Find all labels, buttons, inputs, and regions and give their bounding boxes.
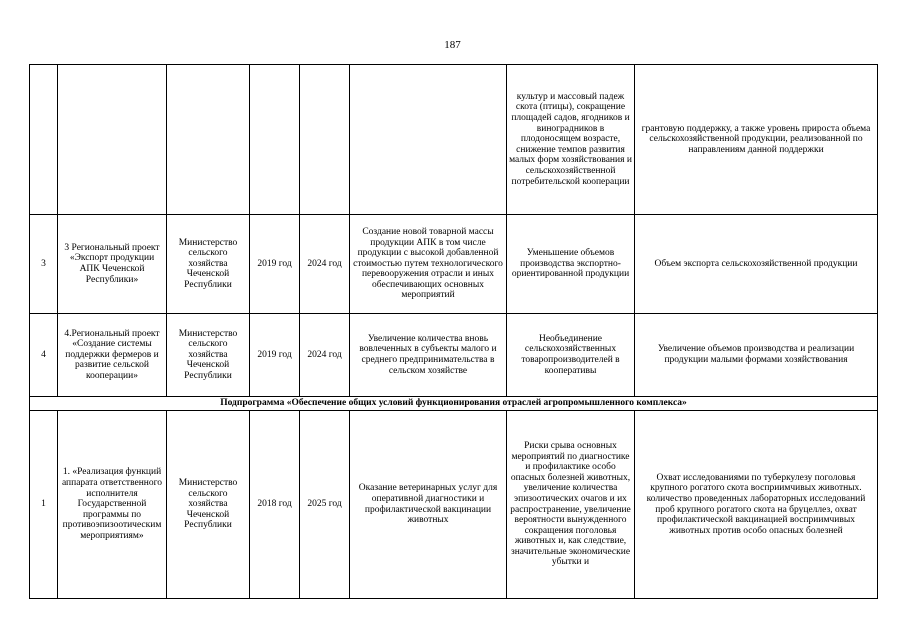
end-year: 2024 год bbox=[300, 215, 350, 314]
table-row bbox=[30, 215, 878, 314]
expected-result: Увеличение количества вновь вовлеченных в субъекты малого и среднего предпринимательства в сельском хозяйстве bbox=[350, 314, 507, 397]
executor: Министерство сельского хозяйства Чеченской Республики bbox=[167, 411, 250, 599]
subprogram-title: Подпрограмма «Обеспечение общих условий функционирования отраслей агропромышленного комплекса» bbox=[30, 397, 878, 411]
row-number: 1 bbox=[30, 411, 58, 599]
consequences: Риски срыва основных мероприятий по диагностике и профилактике особо опасных болезней животных, увеличение количества эпизоотических очагов и их распространение, увеличение вероятности вынужденного сокращения поголовья животных и, как следствие, значительные экономические убытки и bbox=[507, 411, 635, 599]
indicators: грантовую поддержку, а также уровень прироста объема сельскохозяйственной продукции, реализованной по направлениям данной поддержки bbox=[635, 65, 878, 215]
start-year: 2019 год bbox=[250, 215, 300, 314]
row-number: 3 bbox=[30, 215, 58, 314]
measure-name bbox=[58, 65, 167, 215]
measure-name: 1. «Реализация функций аппарата ответственного исполнителя Государственной программы по противоэпизоотическим мероприятиям» bbox=[58, 411, 167, 599]
expected-result: Оказание ветеринарных услуг для оперативной диагностики и профилактической вакцинации животных bbox=[350, 411, 507, 599]
row-number: 4 bbox=[30, 314, 58, 397]
end-year: 2025 год bbox=[300, 411, 350, 599]
consequences: Уменьшение объемов производства экспортно-ориентированной продукции bbox=[507, 215, 635, 314]
subprogram-row bbox=[30, 397, 878, 411]
executor: Министерство сельского хозяйства Чеченской Республики bbox=[167, 215, 250, 314]
table-row bbox=[30, 65, 878, 215]
expected-result bbox=[350, 65, 507, 215]
consequences: культур и массовый падеж скота (птицы), сокращение площадей садов, ягодников и виноградников в плодоносящем возрасте, снижение темпов развития малых форм хозяйствования и сельскохозяйственной потребительской кооперации bbox=[507, 65, 635, 215]
table-row bbox=[30, 411, 878, 599]
start-year: 2019 год bbox=[250, 314, 300, 397]
executor: Министерство сельского хозяйства Чеченской Республики bbox=[167, 314, 250, 397]
indicators: Объем экспорта сельскохозяйственной продукции bbox=[635, 215, 878, 314]
end-year bbox=[300, 65, 350, 215]
executor bbox=[167, 65, 250, 215]
program-table bbox=[29, 64, 878, 599]
row-number bbox=[30, 65, 58, 215]
consequences: Необъединение сельскохозяйственных товаропроизводителей в кооперативы bbox=[507, 314, 635, 397]
indicators: Увеличение объемов производства и реализации продукции малыми формами хозяйствования bbox=[635, 314, 878, 397]
measure-name: 4.Региональный проект «Создание системы поддержки фермеров и развитие сельской кооперации» bbox=[58, 314, 167, 397]
indicators: Охват исследованиями по туберкулезу поголовья крупного рогатого скота восприимчивых животных. количество проведенных лабораторных исследований проб крупного рогатого скота на бруцеллез, охват профилактической вакцинацией восприимчивых животных против особо опасных болезней bbox=[635, 411, 878, 599]
table-row bbox=[30, 314, 878, 397]
measure-name: 3 Региональный проект «Экспорт продукции АПК Чеченской Республики» bbox=[58, 215, 167, 314]
start-year: 2018 год bbox=[250, 411, 300, 599]
expected-result: Создание новой товарной массы продукции АПК в том числе продукции с высокой добавленной стоимостью путем технологического перевооружения отрасли и иных обеспечивающих основных мероприятий bbox=[350, 215, 507, 314]
page-number: 187 bbox=[444, 39, 461, 51]
start-year bbox=[250, 65, 300, 215]
end-year: 2024 год bbox=[300, 314, 350, 397]
